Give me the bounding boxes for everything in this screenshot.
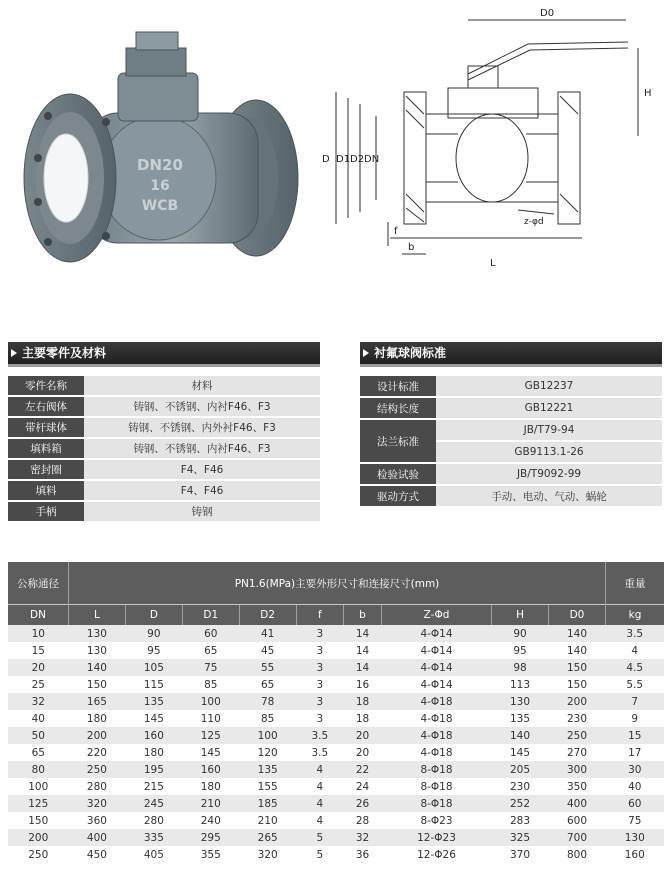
dims-cell: 18 <box>344 710 382 727</box>
dims-col-header: D <box>125 605 182 626</box>
dims-row <box>8 642 664 659</box>
dims-cell: 130 <box>492 693 549 710</box>
dims-col-header: L <box>69 605 126 626</box>
dims-row <box>8 846 664 863</box>
dims-cell: 240 <box>182 812 239 829</box>
dims-cell: 14 <box>344 659 382 676</box>
dims-cell: 4-Φ18 <box>381 710 491 727</box>
dims-cell: 450 <box>69 846 126 863</box>
dims-cell: 210 <box>182 795 239 812</box>
dims-cell: 113 <box>492 676 549 693</box>
dims-head-nominal: 公称通径 <box>8 562 69 605</box>
dims-cell: 16 <box>344 676 382 693</box>
dims-cell: 20 <box>8 659 69 676</box>
dims-cell: 15 <box>606 727 665 744</box>
dims-cell: 40 <box>8 710 69 727</box>
dims-cell: 65 <box>8 744 69 761</box>
dims-row <box>8 676 664 693</box>
label-d2: D2 <box>350 154 365 165</box>
dims-cell: 24 <box>344 778 382 795</box>
dims-cell: 405 <box>125 846 182 863</box>
dims-cell: 40 <box>606 778 665 795</box>
standards-row <box>360 463 662 485</box>
dims-cell: 280 <box>69 778 126 795</box>
dims-cell: 195 <box>125 761 182 778</box>
part-material: F4、F46 <box>84 459 320 480</box>
part-name: 手柄 <box>8 501 84 522</box>
standard-value: JB/T9092-99 <box>436 463 662 485</box>
dims-cell: 25 <box>8 676 69 693</box>
dims-cell: 78 <box>239 693 296 710</box>
dims-cell: 165 <box>69 693 126 710</box>
dimension-table <box>8 562 664 863</box>
dims-cell: 95 <box>492 642 549 659</box>
dims-row <box>8 795 664 812</box>
dims-cell: 145 <box>182 744 239 761</box>
dims-cell: 20 <box>344 744 382 761</box>
standards-section-title: 衬氟球阀标准 <box>360 342 662 367</box>
dims-cell: 250 <box>548 727 605 744</box>
dims-cell: 9 <box>606 710 665 727</box>
dims-row <box>8 761 664 778</box>
dims-col-header: D2 <box>239 605 296 626</box>
dims-cell: 300 <box>548 761 605 778</box>
standards-row <box>360 419 662 441</box>
dims-cell: 3 <box>296 625 343 642</box>
dims-cell: 60 <box>606 795 665 812</box>
parts-header-material: 材料 <box>84 376 320 396</box>
standard-value: GB9113.1-26 <box>436 441 662 463</box>
valve-section-drawing <box>318 4 666 294</box>
dims-cell: 3.5 <box>296 744 343 761</box>
dims-cell: 14 <box>344 625 382 642</box>
dims-cell: 160 <box>606 846 665 863</box>
dims-cell: 26 <box>344 795 382 812</box>
dims-cell: 32 <box>344 829 382 846</box>
dims-cell: 3 <box>296 693 343 710</box>
dims-cell: 370 <box>492 846 549 863</box>
standard-name: 结构长度 <box>360 397 436 419</box>
dims-row <box>8 710 664 727</box>
dims-cell: 3.5 <box>296 727 343 744</box>
dims-cell: 355 <box>182 846 239 863</box>
dims-cell: 145 <box>492 744 549 761</box>
dims-cell: 75 <box>182 659 239 676</box>
dims-cell: 135 <box>239 761 296 778</box>
part-material: 铸钢 <box>84 501 320 522</box>
dims-cell: 135 <box>492 710 549 727</box>
dims-cell: 700 <box>548 829 605 846</box>
dims-row <box>8 829 664 846</box>
standard-name: 设计标准 <box>360 376 436 397</box>
dims-cell: 4-Φ14 <box>381 676 491 693</box>
dims-cell: 17 <box>606 744 665 761</box>
dims-cell: 28 <box>344 812 382 829</box>
dims-col-header: kg <box>606 605 665 626</box>
dims-cell: 3 <box>296 710 343 727</box>
dims-col-header: Z-Φd <box>381 605 491 626</box>
dims-cell: 252 <box>492 795 549 812</box>
label-d0: D0 <box>540 8 555 19</box>
dims-col-header: H <box>492 605 549 626</box>
dims-cell: 200 <box>69 727 126 744</box>
dims-cell: 32 <box>8 693 69 710</box>
dims-cell: 8-Φ23 <box>381 812 491 829</box>
dims-row <box>8 625 664 642</box>
dims-cell: 125 <box>8 795 69 812</box>
parts-row <box>8 396 320 417</box>
dims-cell: 3 <box>296 642 343 659</box>
dims-cell: 335 <box>125 829 182 846</box>
dims-cell: 105 <box>125 659 182 676</box>
dims-cell: 5 <box>296 846 343 863</box>
standards-row <box>360 376 662 397</box>
part-name: 填料 <box>8 480 84 501</box>
dims-cell: 4-Φ14 <box>381 642 491 659</box>
parts-header-name: 零件名称 <box>8 376 84 396</box>
part-material: 铸钢、不锈钢、内衬F46、F3 <box>84 396 320 417</box>
dims-cell: 8-Φ18 <box>381 761 491 778</box>
dims-cell: 4 <box>296 761 343 778</box>
dims-cell: 265 <box>239 829 296 846</box>
dims-cell: 135 <box>125 693 182 710</box>
dims-cell: 180 <box>182 778 239 795</box>
dims-cell: 800 <box>548 846 605 863</box>
dims-cell: 20 <box>344 727 382 744</box>
dims-cell: 400 <box>548 795 605 812</box>
dims-cell: 4 <box>606 642 665 659</box>
label-f: f <box>394 226 398 237</box>
dims-row <box>8 778 664 795</box>
dims-cell: 50 <box>8 727 69 744</box>
dims-cell: 280 <box>125 812 182 829</box>
dims-row <box>8 727 664 744</box>
label-h: H <box>644 88 652 99</box>
parts-header-row <box>8 376 320 396</box>
dims-col-header: b <box>344 605 382 626</box>
dims-cell: 150 <box>69 676 126 693</box>
dims-cell: 100 <box>8 778 69 795</box>
dims-cell: 180 <box>69 710 126 727</box>
dims-cell: 325 <box>492 829 549 846</box>
dims-cell: 185 <box>239 795 296 812</box>
valve-photo <box>8 18 308 278</box>
dims-cell: 150 <box>548 659 605 676</box>
standard-name: 驱动方式 <box>360 485 436 507</box>
label-l: L <box>490 258 496 269</box>
label-d1: D1 <box>336 154 351 165</box>
standard-value: JB/T79-94 <box>436 419 662 441</box>
dims-cell: 155 <box>239 778 296 795</box>
label-dn: DN <box>364 154 380 165</box>
dims-cell: 200 <box>548 693 605 710</box>
body-marking-pn: 16 <box>150 178 170 194</box>
dims-cell: 80 <box>8 761 69 778</box>
dims-cell: 100 <box>182 693 239 710</box>
dims-cell: 10 <box>8 625 69 642</box>
dims-cell: 230 <box>492 778 549 795</box>
dims-cell: 98 <box>492 659 549 676</box>
dims-cell: 215 <box>125 778 182 795</box>
dims-col-header: DN <box>8 605 69 626</box>
body-marking-dn: DN20 <box>137 156 183 174</box>
part-name: 带杆球体 <box>8 417 84 438</box>
dims-cell: 140 <box>69 659 126 676</box>
dims-cell: 4-Φ18 <box>381 727 491 744</box>
parts-table <box>8 376 320 523</box>
dims-cell: 30 <box>606 761 665 778</box>
part-material: 铸钢、不锈钢、内衬F46、F3 <box>84 438 320 459</box>
dims-col-header: f <box>296 605 343 626</box>
dims-cell: 7 <box>606 693 665 710</box>
dims-cell: 160 <box>182 761 239 778</box>
dims-cell: 250 <box>8 846 69 863</box>
dims-head-center: PN1.6(MPa)主要外形尺寸和连接尺寸(mm) <box>69 562 606 605</box>
dims-cell: 4-Φ14 <box>381 659 491 676</box>
dims-row <box>8 693 664 710</box>
part-name: 左右阀体 <box>8 396 84 417</box>
dims-cell: 18 <box>344 693 382 710</box>
dims-cell: 41 <box>239 625 296 642</box>
part-name: 填料箱 <box>8 438 84 459</box>
dims-cell: 65 <box>182 642 239 659</box>
dims-cell: 65 <box>239 676 296 693</box>
dims-cell: 180 <box>125 744 182 761</box>
dims-cell: 200 <box>8 829 69 846</box>
dims-row <box>8 744 664 761</box>
dims-cell: 75 <box>606 812 665 829</box>
standard-value: 手动、电动、气动、蜗轮 <box>436 485 662 507</box>
dims-cell: 220 <box>69 744 126 761</box>
dims-cell: 4.5 <box>606 659 665 676</box>
dims-cell: 140 <box>548 642 605 659</box>
dims-cell: 12-Φ26 <box>381 846 491 863</box>
dims-cell: 5 <box>296 829 343 846</box>
dims-cell: 295 <box>182 829 239 846</box>
standard-name: 法兰标准 <box>360 419 436 463</box>
standards-row <box>360 397 662 419</box>
dims-cell: 270 <box>548 744 605 761</box>
dims-cell: 150 <box>8 812 69 829</box>
dims-cell: 95 <box>125 642 182 659</box>
dims-cell: 250 <box>69 761 126 778</box>
dims-cell: 283 <box>492 812 549 829</box>
dims-cell: 150 <box>548 676 605 693</box>
dims-cell: 60 <box>182 625 239 642</box>
parts-row <box>8 501 320 522</box>
dims-cell: 3.5 <box>606 625 665 642</box>
dims-cell: 100 <box>239 727 296 744</box>
label-zd: z-φd <box>524 217 544 227</box>
dims-cell: 230 <box>548 710 605 727</box>
dims-cell: 210 <box>239 812 296 829</box>
parts-row <box>8 438 320 459</box>
part-material: 铸钢、不锈钢、内外衬F46、F3 <box>84 417 320 438</box>
dims-col-header: D0 <box>548 605 605 626</box>
dims-cell: 115 <box>125 676 182 693</box>
dims-cell: 4 <box>296 795 343 812</box>
dims-cell: 400 <box>69 829 126 846</box>
dims-cell: 14 <box>344 642 382 659</box>
label-b: b <box>408 242 415 253</box>
dims-cell: 45 <box>239 642 296 659</box>
dims-cell: 8-Φ18 <box>381 778 491 795</box>
part-material: F4、F46 <box>84 480 320 501</box>
parts-section-title: 主要零件及材料 <box>8 342 320 367</box>
label-d: D <box>322 154 330 165</box>
dims-cell: 4-Φ18 <box>381 744 491 761</box>
dims-cell: 600 <box>548 812 605 829</box>
dims-cell: 12-Φ23 <box>381 829 491 846</box>
dims-cell: 3 <box>296 676 343 693</box>
dims-cell: 85 <box>239 710 296 727</box>
part-name: 密封圈 <box>8 459 84 480</box>
dims-cell: 4 <box>296 778 343 795</box>
dims-cell: 125 <box>182 727 239 744</box>
dims-head-weight: 重量 <box>606 562 665 605</box>
dims-cell: 130 <box>69 642 126 659</box>
body-marking-material: WCB <box>141 198 179 214</box>
dims-cell: 360 <box>69 812 126 829</box>
standard-name: 检验试验 <box>360 463 436 485</box>
dims-cell: 160 <box>125 727 182 744</box>
dims-cell: 140 <box>548 625 605 642</box>
dims-cell: 22 <box>344 761 382 778</box>
dims-cell: 350 <box>548 778 605 795</box>
standards-table <box>360 376 662 508</box>
dims-cell: 110 <box>182 710 239 727</box>
dims-row <box>8 812 664 829</box>
dims-cell: 90 <box>492 625 549 642</box>
dims-cell: 205 <box>492 761 549 778</box>
dims-cell: 8-Φ18 <box>381 795 491 812</box>
dims-cell: 140 <box>492 727 549 744</box>
dims-cell: 55 <box>239 659 296 676</box>
parts-row <box>8 459 320 480</box>
dims-cell: 320 <box>239 846 296 863</box>
dims-cell: 36 <box>344 846 382 863</box>
dims-cell: 145 <box>125 710 182 727</box>
dims-cell: 5.5 <box>606 676 665 693</box>
dims-cell: 85 <box>182 676 239 693</box>
dims-cell: 320 <box>69 795 126 812</box>
dims-cell: 4-Φ14 <box>381 625 491 642</box>
dims-cell: 245 <box>125 795 182 812</box>
dims-cell: 120 <box>239 744 296 761</box>
parts-row <box>8 480 320 501</box>
dims-cell: 4 <box>296 812 343 829</box>
dims-col-header: D1 <box>182 605 239 626</box>
dims-cell: 130 <box>606 829 665 846</box>
dims-cell: 4-Φ18 <box>381 693 491 710</box>
parts-row <box>8 417 320 438</box>
dims-cell: 15 <box>8 642 69 659</box>
standard-value: GB12221 <box>436 397 662 419</box>
dims-cell: 130 <box>69 625 126 642</box>
dims-row <box>8 659 664 676</box>
dims-cell: 3 <box>296 659 343 676</box>
dims-cell: 90 <box>125 625 182 642</box>
standards-row <box>360 485 662 507</box>
standard-value: GB12237 <box>436 376 662 397</box>
